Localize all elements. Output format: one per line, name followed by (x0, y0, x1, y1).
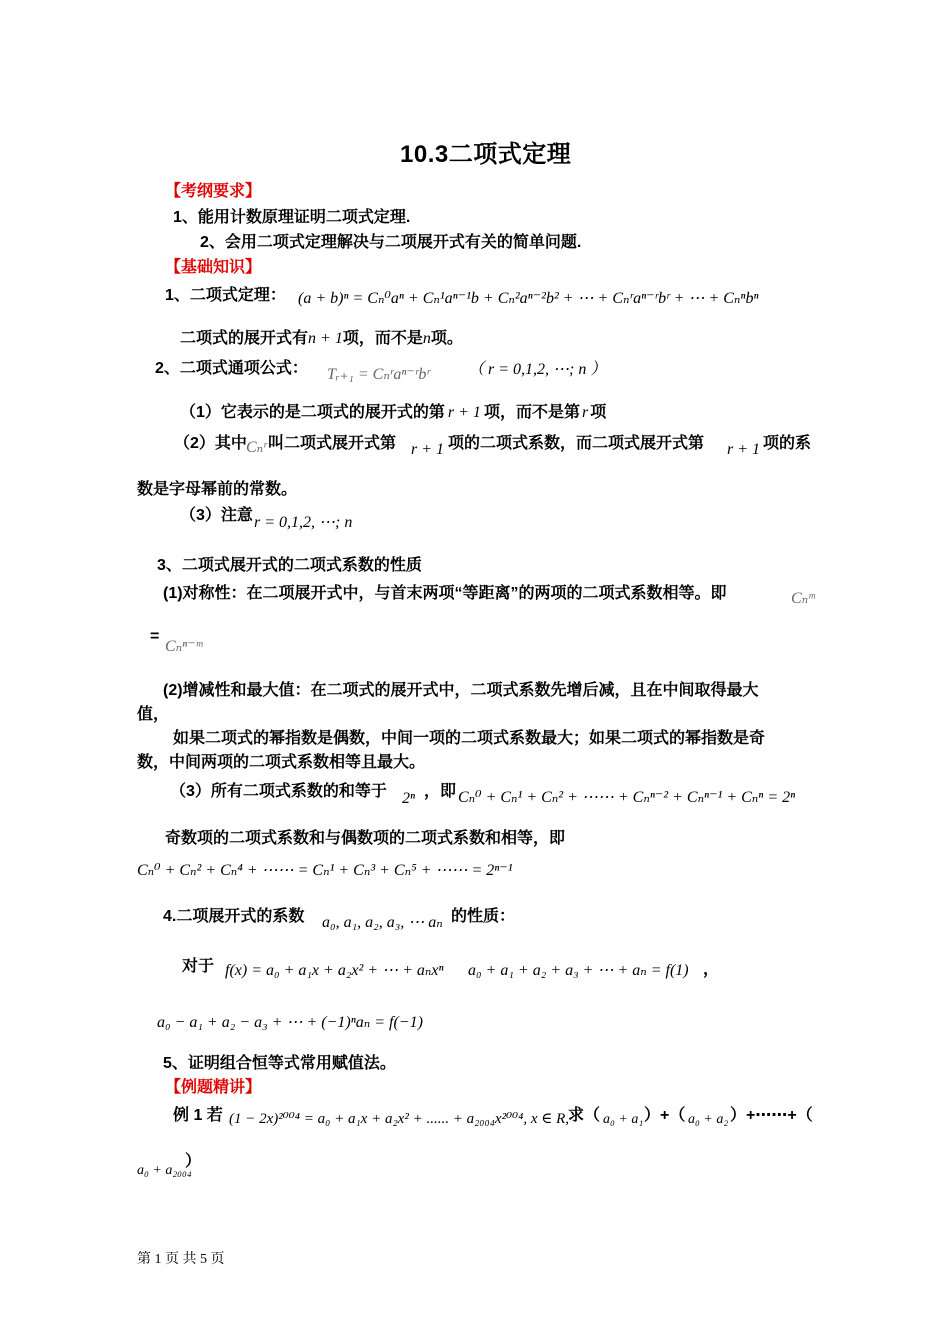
item3-point1: (1)对称性：在二项展开式中，与首末两项“等距离”的两项的二项式系数相等。即 (163, 585, 727, 602)
example1-end: ） (185, 1153, 202, 1170)
f-minus-1-formula: a₀ − a₁ + a₂ − a₃ + ⋯ + (−1)ⁿaₙ = f(−1) (157, 1014, 423, 1031)
item3-point1-cnm: Cₙⁿ⁻ᵐ (165, 638, 203, 655)
item3-point2-a: (2)增减性和最大值：在二项式的展开式中，二项式系数先增后减，且在中间取得最大 (163, 682, 759, 699)
binomial-coefficient-crn: Cₙʳ (246, 439, 267, 456)
item3-point3-a: （3）所有二项式系数的和等于 (170, 783, 387, 800)
example1-term3: a₀ + a₂₀₀₄ (137, 1163, 192, 1178)
item2-point1-r: r (581, 404, 589, 421)
page-footer: 第 1 页 共 5 页 (137, 1252, 225, 1267)
item2-point1-b: 项，而不是第 (483, 404, 580, 421)
item2-point3-formula: r = 0,1,2, ⋯; n (254, 514, 353, 531)
item2-point1-c: 项 (590, 404, 607, 421)
item2-point1-r1: r + 1 (447, 404, 481, 421)
general-term-formula: Tᵣ₊₁ = Cₙʳaⁿ⁻ʳbʳ (327, 366, 430, 383)
item2-label: 2、二项式通项公式： (155, 360, 308, 377)
item2-point2-e: 数是字母幂前的常数。 (137, 481, 298, 498)
item2-point2-d: 项的系 (763, 435, 812, 452)
section-examples: 【例题精讲】 (165, 1079, 262, 1096)
item1-label: 1、二项式定理： (165, 287, 286, 304)
item1-note-n1: n + 1 (308, 330, 343, 347)
binomial-theorem-formula: (a + b)ⁿ = Cₙ⁰aⁿ + Cₙ¹aⁿ⁻¹b + Cₙ²aⁿ⁻²b² + ⋯ + Cₙʳaⁿ⁻ʳbʳ + ⋯ + Cₙⁿbⁿ (298, 290, 759, 307)
item3-point1-eq: = (150, 628, 160, 645)
item3-point3-2n: 2ⁿ (402, 790, 416, 807)
item1-note-c: 项。 (430, 330, 463, 347)
example1-mid1: ）+（ (644, 1107, 686, 1124)
item2-point1-a: （1）它表示的是二项式的展开式的第 (180, 404, 445, 421)
item2-point2-a: （2）其中 (174, 435, 247, 452)
item4-label: 4.二项展开式的系数 (163, 908, 305, 925)
item3-label: 3、二项式展开式的二项式系数的性质 (157, 557, 422, 574)
general-term-range: （ r = 0,1,2, ⋯; n ） (468, 361, 607, 378)
item2-point1 (180, 399, 606, 422)
example1-term1: a₀ + a₁ (603, 1112, 644, 1127)
example1-formula: (1 − 2x)²⁰⁰⁴ = a₀ + a₁x + a₂x² + ...... + a₂₀₀₄x²⁰⁰⁴, x ∈ R, (229, 1111, 570, 1127)
item2-point2-c: 项的二项式系数，而二项式展开式第 (448, 435, 705, 452)
example1-ask: 求（ (568, 1107, 601, 1124)
syllabus-item-2: 2、会用二项式定理解决与二项展开式有关的简单问题. (200, 234, 582, 251)
odd-even-sum-formula: Cₙ⁰ + Cₙ² + Cₙ⁴ + ⋯⋯ = Cₙ¹ + Cₙ³ + Cₙ⁵ + ⋯⋯ = 2ⁿ⁻¹ (137, 862, 513, 879)
item4-for: 对于 (182, 958, 215, 975)
example1-term2: a₀ + a₂ (688, 1112, 729, 1127)
item3-point1-cm: Cₙᵐ (791, 590, 815, 607)
item2-point2-r1: r + 1 (411, 441, 445, 458)
item4-coefficients: a₀, a₁, a₂, a₃, ⋯ aₙ (322, 914, 443, 931)
polynomial-formula: f(x) = a₀ + a₁x + a₂x² + ⋯ + aₙxⁿ (225, 962, 444, 979)
item1-note-a: 二项式的展开式有 (180, 330, 309, 347)
syllabus-item-1: 1、能用计数原理证明二项式定理. (173, 209, 411, 226)
item2-point2-b: 叫二项式展开式第 (268, 435, 397, 452)
item1-note-b: 项，而不是 (342, 330, 423, 347)
item2-point3-a: （3）注意 (180, 507, 253, 524)
item3-point3-b: ，即 (424, 783, 457, 800)
item3-point2-d: 数，中间两项的二项式系数相等且最大。 (137, 754, 426, 771)
item3-point4: 奇数项的二项式系数和与偶数项的二项式系数和相等，即 (165, 830, 566, 847)
coefficient-sum-formula: Cₙ⁰ + Cₙ¹ + Cₙ² + ⋯⋯ + Cₙⁿ⁻² + Cₙⁿ⁻¹ + Cₙⁿ = 2ⁿ (458, 789, 796, 806)
section-basics: 【基础知识】 (165, 259, 262, 276)
example1-mid2: ）+⋯⋯+（ (730, 1107, 813, 1124)
item5-label: 5、证明组合恒等式常用赋值法。 (163, 1055, 396, 1072)
page-title: 10.3二项式定理 (400, 141, 572, 168)
example1-label: 例 1 若 (173, 1107, 223, 1124)
item4-comma: ， (703, 961, 720, 978)
item3-point2-b: 值， (137, 706, 170, 723)
item4-label-b: 的性质： (451, 908, 516, 925)
item1-note-n: n (422, 330, 431, 347)
item3-point2-c: 如果二项式的幂指数是偶数，中间一项的二项式系数最大；如果二项式的幂指数是奇 (173, 730, 766, 747)
item1-note (180, 325, 463, 348)
f1-formula: a₀ + a₁ + a₂ + a₃ + ⋯ + aₙ = f(1) (468, 962, 689, 979)
section-syllabus: 【考纲要求】 (165, 183, 262, 200)
item2-point2-r1b: r + 1 (727, 441, 761, 458)
